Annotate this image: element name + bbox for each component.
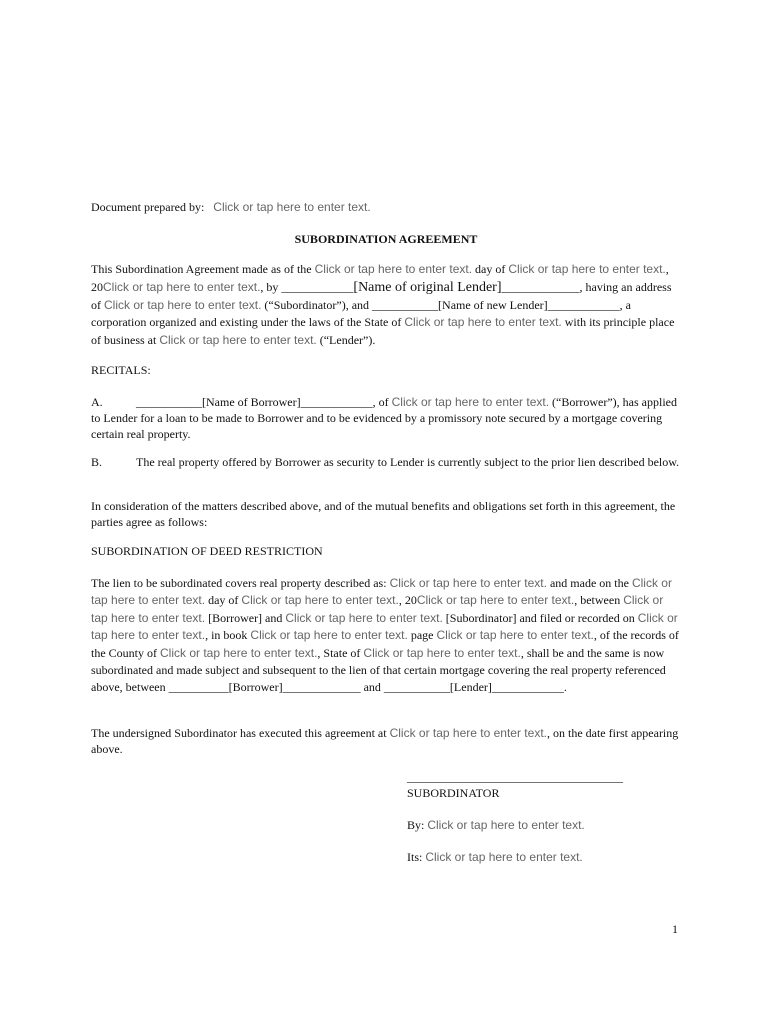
intro-text: This Subordination Agreement made as of the	[91, 262, 315, 276]
lien-text: , State of	[317, 645, 364, 660]
borrower-name-field[interactable]: Click or tap here to enter text.	[91, 593, 664, 625]
original-lender-name: [Name of original Lender]	[353, 279, 502, 295]
intro-text: (“Subordinator”), and ___________[Name of new Lender]____________, a corporation organized and existing under the laws of the State of	[91, 297, 631, 330]
prepared-by-label: Document prepared by:	[91, 200, 205, 214]
recital-a-text: (“Borrower”), has applied to Lender for a loan to be made to Borrower and to be evidenced by a promissory note secured by a mortgage covering certain real property.	[91, 395, 677, 441]
intro-text: (“Lender”).	[316, 333, 376, 348]
document-title: SUBORDINATION AGREEMENT	[294, 232, 478, 246]
intro-text: day of	[472, 262, 509, 276]
lender-state-field[interactable]: Click or tap here to enter text.	[404, 315, 562, 330]
signature-line: ____________________________________	[407, 770, 623, 784]
lien-paragraph	[91, 575, 681, 697]
by-line	[407, 817, 687, 834]
recital-b-text: The real property offered by Borrower as security to Lender is currently subject to the prior lien described below.	[136, 455, 680, 469]
lien-text: , in book	[205, 628, 251, 643]
agreement-month-field[interactable]: Click or tap here to enter text.	[508, 262, 666, 276]
prepared-by-line	[91, 199, 681, 216]
recital-a-label: A.	[91, 395, 103, 409]
intro-text: , by ____________	[260, 279, 354, 294]
borrower-address-field[interactable]: Click or tap here to enter text.	[391, 395, 550, 409]
lien-text: , of the records of the County of	[91, 628, 679, 660]
lien-text: and made on the	[546, 576, 632, 590]
prepared-by-field[interactable]: Click or tap here to enter text.	[213, 200, 371, 214]
county-field[interactable]: Click or tap here to enter text.	[160, 645, 318, 660]
lien-text: [Subordinator] and filed or recorded on	[442, 610, 638, 625]
intro-text: , 20	[91, 262, 669, 294]
its-label: Its:	[407, 850, 426, 864]
by-field[interactable]: Click or tap here to enter text.	[427, 818, 585, 832]
subordinator-address-field[interactable]: Click or tap here to enter text.	[104, 297, 262, 312]
consideration-paragraph: In consideration of the matters described above, and of the mutual benefits and obligations set forth in this agreement, the parties agree as follows:	[91, 499, 676, 529]
property-description-field[interactable]: Click or tap here to enter text.	[389, 576, 547, 590]
intro-paragraph	[91, 261, 681, 350]
recorded-date-field[interactable]: Click or tap here to enter text.	[91, 610, 678, 643]
recital-b	[91, 454, 681, 470]
lien-text: [Borrower] and	[205, 610, 286, 625]
section-heading: SUBORDINATION OF DEED RESTRICTION	[91, 544, 323, 558]
state-field[interactable]: Click or tap here to enter text.	[363, 645, 521, 660]
by-label: By:	[407, 818, 428, 832]
recitals-heading: RECITALS:	[91, 363, 151, 377]
lien-date-field[interactable]: Click or tap here to enter text.	[91, 576, 672, 608]
lien-month-field[interactable]: Click or tap here to enter text.	[241, 593, 399, 608]
lien-text: The lien to be subordinated covers real property described as:	[91, 576, 390, 590]
intro-text: _____________,	[501, 279, 583, 294]
executed-paragraph	[91, 725, 681, 757]
intro-text: with its principle place of business at	[91, 315, 675, 348]
book-field[interactable]: Click or tap here to enter text.	[250, 628, 408, 643]
execution-location-field[interactable]: Click or tap here to enter text.	[389, 726, 547, 740]
its-line	[407, 849, 687, 866]
lien-text: page	[407, 628, 437, 643]
lender-address-field[interactable]: Click or tap here to enter text.	[159, 333, 317, 348]
recital-a-text: ___________[Name of Borrower]____________, of	[136, 395, 392, 409]
intro-text: having an address of	[91, 279, 672, 312]
recital-b-label: B.	[91, 455, 103, 469]
lien-text: , 20	[398, 593, 417, 608]
lien-year-field[interactable]: Click or tap here to enter text.	[416, 593, 575, 608]
its-field[interactable]: Click or tap here to enter text.	[425, 850, 583, 864]
subordinator-name-field[interactable]: Click or tap here to enter text.	[285, 610, 443, 625]
subordinator-label: SUBORDINATOR	[407, 786, 500, 800]
agreement-year-field[interactable]: Click or tap here to enter text.	[103, 279, 261, 294]
executed-text: The undersigned Subordinator has executed this agreement at	[91, 726, 390, 740]
recital-a	[91, 394, 681, 442]
page-number: 1	[672, 922, 678, 936]
lien-text: day of	[205, 593, 242, 608]
agreement-date-field[interactable]: Click or tap here to enter text.	[314, 262, 473, 276]
lien-text: , between	[574, 593, 624, 608]
page-field[interactable]: Click or tap here to enter text.	[436, 628, 594, 643]
executed-text: , on the date first appearing above.	[91, 726, 679, 756]
lien-text: , shall be and the same is now subordinated and made subject and subsequent to the lien of that certain mortgage covering the real property referenced above, between __________[Borrower]_____________ and ___________[Lender]____________.	[91, 645, 666, 695]
